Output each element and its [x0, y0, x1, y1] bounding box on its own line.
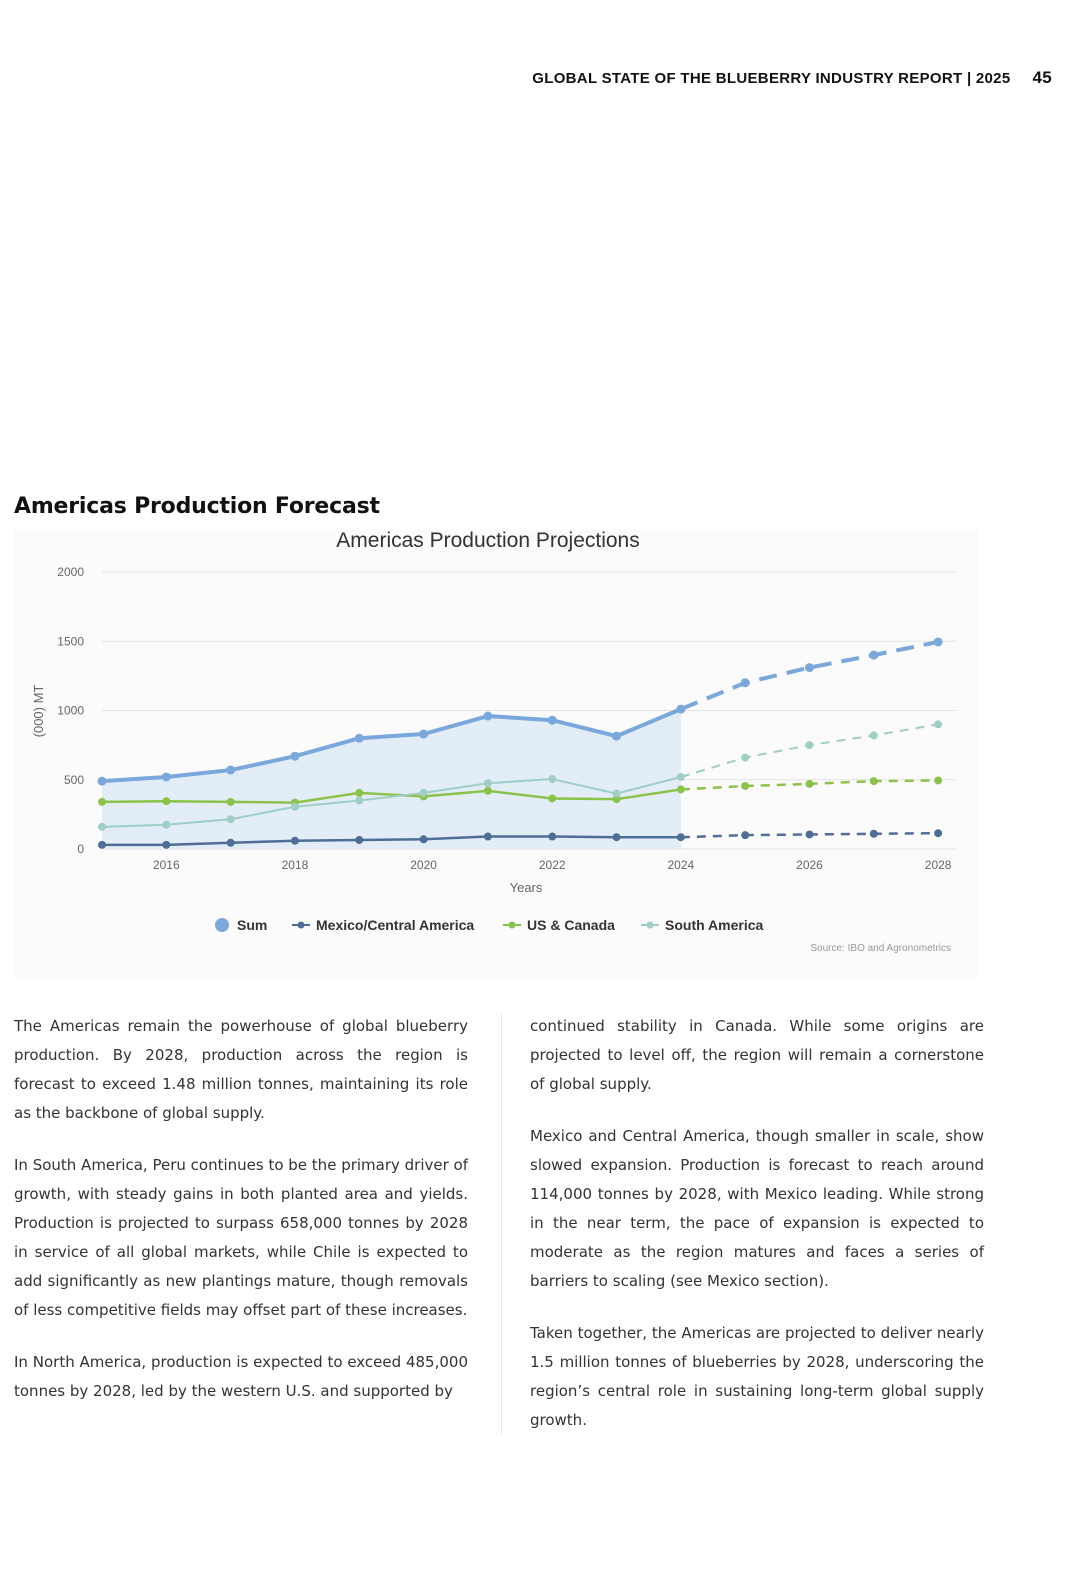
- mexico-central-america-point: [806, 830, 814, 838]
- us-canada-point: [677, 785, 685, 793]
- y-tick-label: 1000: [57, 703, 84, 718]
- us-canada-point: [548, 794, 556, 802]
- y-tick-label: 2000: [57, 565, 84, 579]
- sum-point: [483, 712, 492, 721]
- running-header: [532, 68, 1052, 88]
- mexico-central-america-point: [355, 836, 363, 844]
- south-america-point: [613, 790, 621, 798]
- y-axis-label: (000) MT: [31, 684, 46, 738]
- report-title: GLOBAL STATE OF THE BLUEBERRY INDUSTRY REPORT | 2025: [532, 70, 1011, 87]
- sum-point: [226, 766, 235, 775]
- mexico-central-america-point: [98, 841, 106, 849]
- south-america-legend-label: South America: [665, 917, 764, 933]
- south-america-point: [420, 789, 428, 797]
- south-america-point: [291, 803, 299, 811]
- sum-point: [355, 734, 364, 743]
- south-america-point: [677, 773, 685, 781]
- mexico-central-america-legend-marker: [298, 922, 305, 929]
- body-column-left: [14, 1012, 468, 1429]
- paragraph: Mexico and Central America, though smaller in scale, show slowed expansion. Production is forecast to reach around 114,000 tonnes by 2028, with Mexico leading. While strong in the near term, the pace of expansion is expected to moderate as the region matures and faces a series of barriers to scaling (see Mexico section).: [530, 1127, 984, 1290]
- south-america-point: [806, 741, 814, 749]
- us-canada-point: [98, 798, 106, 806]
- mexico-central-america-point: [291, 837, 299, 845]
- chart-legend: [215, 917, 763, 933]
- mexico-central-america-point: [934, 829, 942, 837]
- us-canada-point: [162, 797, 170, 805]
- y-tick-label: 0: [77, 842, 84, 856]
- south-america-point: [870, 731, 878, 739]
- us-canada-point: [355, 789, 363, 797]
- south-america-forecast-line: [681, 724, 938, 777]
- x-tick-label: 2020: [410, 858, 437, 872]
- sum-point: [741, 678, 750, 687]
- sum-point: [805, 663, 814, 672]
- mexico-central-america-point: [420, 835, 428, 843]
- sum-point: [419, 730, 428, 739]
- chart-title: Americas Production Projections: [336, 530, 640, 552]
- south-america-legend-marker: [647, 922, 654, 929]
- column-divider: [501, 1014, 502, 1434]
- us-canada-point: [484, 787, 492, 795]
- mexico-central-america-point: [548, 833, 556, 841]
- sum-point: [162, 772, 171, 781]
- sum-point: [548, 716, 557, 725]
- x-tick-label: 2026: [796, 858, 823, 872]
- us-canada-point: [870, 777, 878, 785]
- mexico-central-america-point: [741, 831, 749, 839]
- south-america-point: [934, 720, 942, 728]
- x-axis-label: Years: [509, 880, 543, 895]
- paragraph: In North America, production is expected to exceed 485,000 tonnes by 2028, led by the western U.S. and supported by: [14, 1353, 468, 1400]
- south-america-point: [227, 815, 235, 823]
- mexico-central-america-point: [162, 841, 170, 849]
- mexico-central-america-point: [484, 833, 492, 841]
- y-tick-label: 1500: [57, 634, 84, 649]
- paragraph: The Americas remain the powerhouse of global blueberry production. By 2028, production across the region is forecast to exceed 1.48 million tonnes, maintaining its role as the backbone of global supply.: [14, 1017, 468, 1122]
- south-america-point: [741, 754, 749, 762]
- south-america-point: [484, 779, 492, 787]
- page-number: 45: [1032, 68, 1052, 87]
- y-tick-label: 500: [63, 772, 84, 787]
- us-canada-point: [227, 798, 235, 806]
- paragraph: continued stability in Canada. While some origins are projected to level off, the region will remain a cornerstone of global supply.: [530, 1017, 984, 1093]
- body-column-right: [530, 1012, 984, 1458]
- mexico-central-america-point: [677, 833, 685, 841]
- us-canada-legend-label: US & Canada: [527, 917, 615, 933]
- paragraph: Taken together, the Americas are projected to deliver nearly 1.5 million tonnes of blueberries by 2028, underscoring the region’s central role in sustaining long-term global supply growth.: [530, 1324, 984, 1429]
- x-tick-label: 2018: [281, 858, 309, 872]
- mexico-central-america-point: [613, 833, 621, 841]
- us-canada-legend-marker: [509, 922, 516, 929]
- chart-canvas: [14, 530, 978, 980]
- mexico-central-america-point: [227, 839, 235, 847]
- us-canada-point: [806, 780, 814, 788]
- south-america-point: [162, 821, 170, 829]
- us-canada-point: [741, 782, 749, 790]
- us-canada-point: [934, 776, 942, 784]
- south-america-point: [98, 823, 106, 831]
- sum-legend-marker: [215, 918, 229, 932]
- sum-point: [869, 651, 878, 660]
- mexico-central-america-point: [870, 830, 878, 838]
- x-tick-label: 2024: [667, 858, 695, 872]
- production-chart: [14, 530, 978, 980]
- mexico-central-america-legend-label: Mexico/Central America: [316, 917, 475, 933]
- chart-source: Source: IBO and Agronometrics: [810, 943, 951, 954]
- sum-point: [676, 705, 685, 714]
- south-america-point: [355, 797, 363, 805]
- sum-point: [290, 752, 299, 761]
- x-tick-label: 2016: [152, 858, 180, 872]
- x-tick-label: 2022: [538, 858, 566, 872]
- sum-legend-label: Sum: [237, 917, 268, 933]
- sum-point: [98, 777, 107, 786]
- south-america-point: [548, 775, 556, 783]
- sum-forecast-line: [681, 642, 938, 709]
- x-tick-label: 2028: [924, 858, 952, 872]
- paragraph: In South America, Peru continues to be the primary driver of growth, with steady gains in both planted area and yields. Production is projected to surpass 658,000 tonnes by 2028 in service of all global markets, while Chile is expected to add significantly as new plantings mature, though removals of less competitive fields may offset part of these increases.: [14, 1156, 469, 1319]
- sum-point: [934, 637, 943, 646]
- sum-point: [612, 732, 621, 741]
- section-title: Americas Production Forecast: [14, 494, 380, 519]
